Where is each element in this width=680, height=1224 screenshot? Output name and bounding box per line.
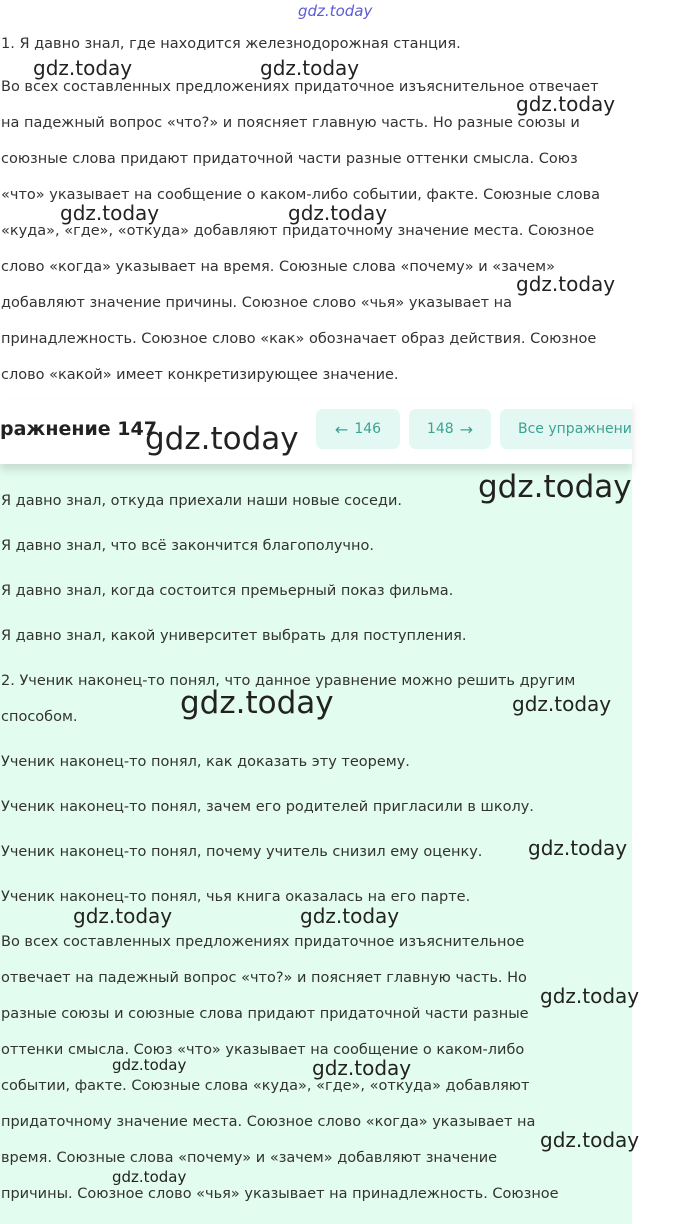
text-line: причины. Союзное слово «чья» указывает на принадлежность. Союзное — [1, 1186, 559, 1202]
exercise-title: ражнение 147 — [0, 418, 157, 440]
text-line: придаточному значение места. Союзное слово «когда» указывает на — [1, 1114, 536, 1130]
watermark: gdz.today — [60, 201, 160, 225]
text-line: разные союзы и союзные слова придают придаточной части разные — [1, 1006, 529, 1022]
text-line: добавляют значение причины. Союзное слово «чья» указывает на — [1, 295, 513, 311]
prev-exercise-button[interactable] — [316, 409, 400, 449]
text-line: Во всех составленных предложениях придаточное изъяснительное отвечает — [1, 79, 599, 95]
all-exercises-button[interactable] — [500, 409, 632, 449]
watermark: gdz.today — [180, 685, 334, 721]
text-line: Я давно знал, откуда приехали наши новые соседи. — [1, 493, 402, 509]
watermark: gdz.today — [312, 1056, 412, 1080]
text-line: слово «какой» имеет конкретизирующее значение. — [1, 367, 399, 383]
watermark-top: gdz.today — [298, 2, 373, 20]
text-line: на падежный вопрос «что?» и поясняет главную часть. Но разные союзы и — [1, 115, 580, 131]
watermark: gdz.today — [516, 272, 616, 296]
text-line: слово «когда» указывает на время. Союзные слова «почему» и «зачем» — [1, 259, 555, 275]
watermark: gdz.today — [478, 469, 632, 505]
prev-exercise-label: 146 — [354, 421, 382, 437]
arrow-left-icon: ← — [334, 419, 349, 439]
text-line: Во всех составленных предложениях придаточное изъяснительное — [1, 934, 525, 950]
watermark: gdz.today — [112, 1168, 187, 1186]
watermark: gdz.today — [73, 904, 173, 928]
watermark: gdz.today — [540, 984, 640, 1008]
text-line: принадлежность. Союзное слово «как» обозначает образ действия. Союзное — [1, 331, 597, 347]
watermark: gdz.today — [145, 421, 299, 457]
watermark: gdz.today — [260, 56, 360, 80]
next-exercise-button[interactable] — [409, 409, 491, 449]
text-line: Я давно знал, когда состоится премьерный показ фильма. — [1, 583, 454, 599]
watermark: gdz.today — [33, 56, 133, 80]
text-line: отвечает на падежный вопрос «что?» и поясняет главную часть. Но — [1, 970, 527, 986]
text-line: Я давно знал, какой университет выбрать для поступления. — [1, 628, 467, 644]
text-line: событии, факте. Союзные слова «куда», «где», «откуда» добавляют — [1, 1078, 530, 1094]
watermark: gdz.today — [512, 692, 612, 716]
text-line: Ученик наконец-то понял, как доказать эту теорему. — [1, 754, 410, 770]
arrow-right-icon: → — [459, 419, 474, 439]
watermark: gdz.today — [540, 1128, 640, 1152]
text-line: оттенки смысла. Союз «что» указывает на сообщение о каком-либо — [1, 1042, 525, 1058]
watermark: gdz.today — [288, 201, 388, 225]
watermark: gdz.today — [516, 92, 616, 116]
text-line: время. Союзные слова «почему» и «зачем» добавляют значение — [1, 1150, 498, 1166]
text-line: «куда», «где», «откуда» добавляют придаточному значение места. Союзное — [1, 223, 595, 239]
watermark: gdz.today — [300, 904, 400, 928]
text-line: Я давно знал, что всё закончится благополучно. — [1, 538, 374, 554]
watermark: gdz.today — [112, 1056, 187, 1074]
text-line: Ученик наконец-то понял, чья книга оказалась на его парте. — [1, 889, 471, 905]
text-line: союзные слова придают придаточной части разные оттенки смысла. Союз — [1, 151, 578, 167]
next-exercise-label: 148 — [426, 421, 454, 437]
text-line: 1. Я давно знал, где находится железнодорожная станция. — [1, 36, 461, 52]
all-exercises-label: Все упражнени — [518, 421, 632, 437]
text-line: Ученик наконец-то понял, зачем его родителей пригласили в школу. — [1, 799, 534, 815]
text-line: способом. — [1, 709, 78, 725]
text-line: Ученик наконец-то понял, почему учитель снизил ему оценку. — [1, 844, 483, 860]
watermark: gdz.today — [528, 836, 628, 860]
text-line: «что» указывает на сообщение о каком-либо событии, факте. Союзные слова — [1, 187, 600, 203]
text-line: 2. Ученик наконец-то понял, что данное уравнение можно решить другим — [1, 673, 576, 689]
